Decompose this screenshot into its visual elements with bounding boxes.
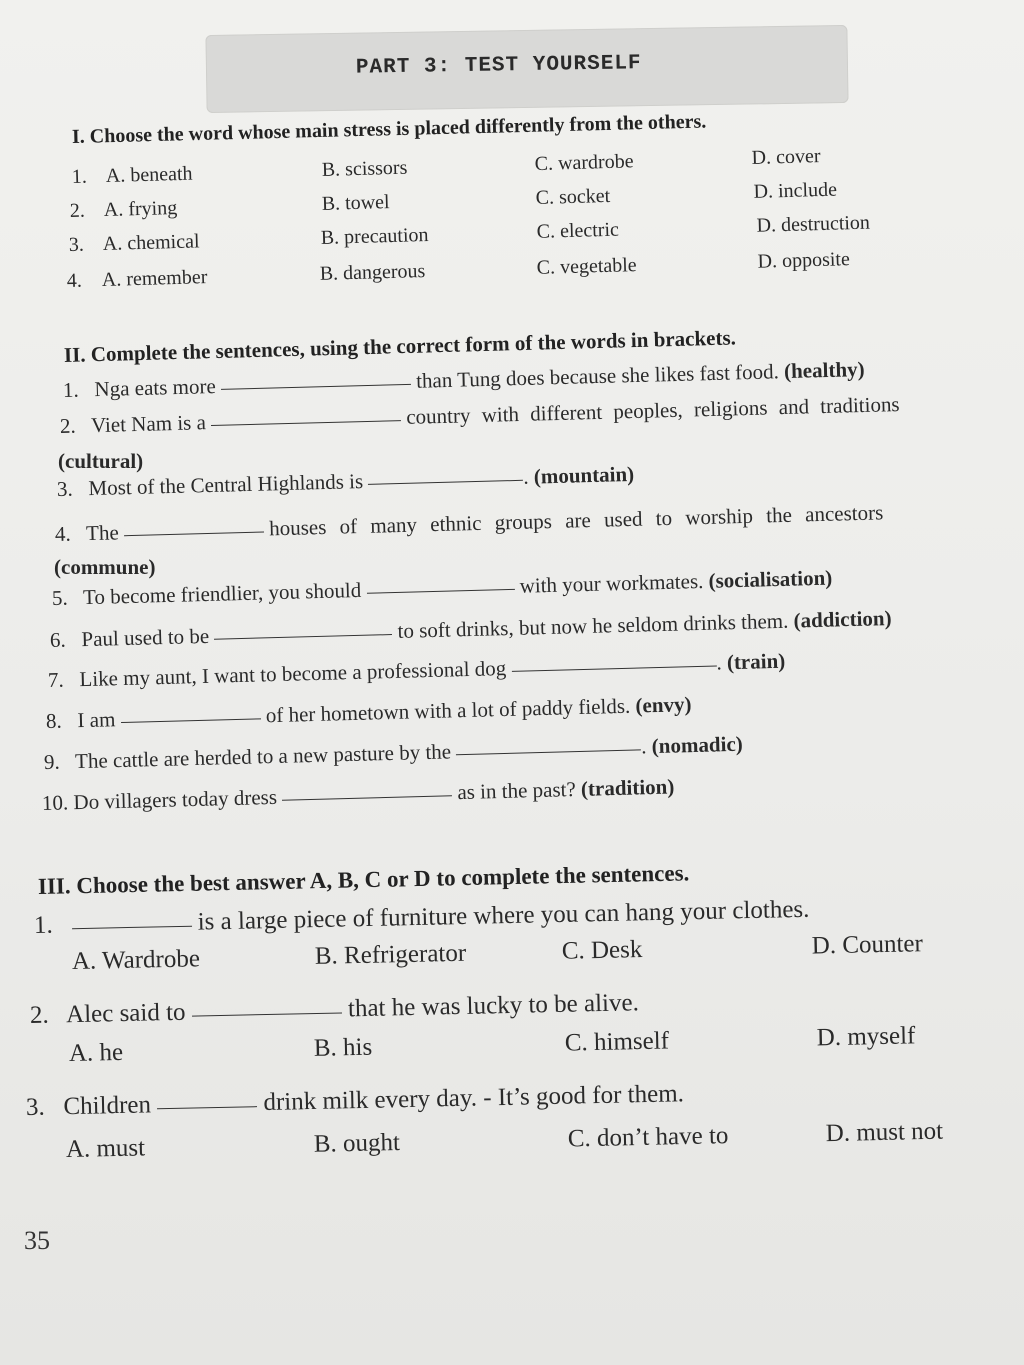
s3-item-2 xyxy=(30,989,639,1030)
sentence-start: Like my aunt, I want to become a professional dog xyxy=(79,656,507,692)
option-a: A. beneath xyxy=(105,162,193,188)
sentence-end: than Tung does because she likes fast food. xyxy=(415,359,780,393)
option-b: B. towel xyxy=(321,191,390,215)
answer-blank[interactable] xyxy=(124,531,264,537)
option-a[interactable]: A. Wardrobe xyxy=(71,945,201,975)
item-number: 3. xyxy=(56,476,74,501)
s3-item-1-options xyxy=(72,929,973,984)
s2-item-5 xyxy=(52,566,833,611)
bracket-word: (addiction) xyxy=(793,605,892,633)
option-d[interactable]: D. myself xyxy=(816,1022,916,1052)
s3-item-1 xyxy=(34,896,810,940)
sentence-end: houses of many ethnic groups are used to worship the ancestors xyxy=(268,500,884,541)
sentence-start: Most of the Central Highlands is xyxy=(88,468,364,501)
sentence-start: To become friendlier, you should xyxy=(82,577,362,610)
sentence-start: Nga eats more xyxy=(94,374,217,402)
item-number: 4. xyxy=(66,269,83,292)
bracket-word: (healthy) xyxy=(783,357,865,384)
answer-blank[interactable] xyxy=(368,479,523,485)
option-c: C. electric xyxy=(536,218,620,243)
sentence-end: that he was lucky to be alive. xyxy=(347,989,640,1023)
option-a: A. frying xyxy=(103,197,178,222)
answer-blank[interactable] xyxy=(456,748,641,755)
option-b: B. scissors xyxy=(321,156,408,182)
option-d[interactable]: D. Counter xyxy=(811,930,924,960)
s2-item-2-bracket: (cultural) xyxy=(58,449,144,473)
sentence-start: Paul used to be xyxy=(81,623,210,652)
sentence-start: Children xyxy=(63,1091,152,1121)
s2-item-4-bracket: (commune) xyxy=(54,555,156,579)
option-c[interactable]: C. himself xyxy=(564,1027,670,1057)
item-number: 1. xyxy=(33,911,54,939)
bracket-word: (envy) xyxy=(635,692,692,718)
sentence-start: The cattle are herded to a new pasture by the xyxy=(74,739,452,774)
item-number: 2. xyxy=(69,199,86,222)
option-a[interactable]: A. he xyxy=(68,1038,124,1067)
bracket-word: (nomadic) xyxy=(651,731,744,759)
option-c: C. vegetable xyxy=(536,254,637,279)
page-number: 35 xyxy=(24,1226,50,1255)
sentence-end: of her hometown with a lot of paddy fields. xyxy=(265,693,631,728)
answer-blank[interactable] xyxy=(192,1011,342,1016)
sentence-end: is a large piece of furniture where you can hang your clothes. xyxy=(197,895,810,936)
sentence-end: drink milk every day. - It’s good for them. xyxy=(263,1080,685,1117)
bracket-word: (train) xyxy=(726,648,786,675)
answer-blank[interactable] xyxy=(157,1105,257,1109)
option-c[interactable]: C. Desk xyxy=(561,936,643,965)
answer-blank[interactable] xyxy=(214,633,392,640)
sentence-end: as in the past? xyxy=(457,777,577,805)
option-d: D. cover xyxy=(751,145,821,170)
sentence-end: to soft drinks, but now he seldom drinks them. xyxy=(397,608,789,643)
answer-blank[interactable] xyxy=(512,664,717,671)
s3-item-3-options xyxy=(66,1117,987,1172)
item-number: 1. xyxy=(71,165,88,188)
s2-item-7 xyxy=(48,649,786,693)
option-c: C. wardrobe xyxy=(534,150,634,176)
sentence-end: with your workmates. xyxy=(519,568,704,598)
sentence-end: country with different peoples, religions and traditions xyxy=(405,392,900,429)
option-c[interactable]: C. don’t have to xyxy=(567,1122,729,1153)
item-number: 2. xyxy=(29,1001,50,1029)
option-d: D. include xyxy=(753,178,838,203)
item-number: 9. xyxy=(43,749,61,774)
item-number: 5. xyxy=(51,585,69,610)
item-number: 1. xyxy=(62,377,80,402)
option-a[interactable]: A. must xyxy=(65,1134,146,1163)
option-a: A. chemical xyxy=(102,230,200,256)
option-b[interactable]: B. ought xyxy=(313,1129,401,1158)
sentence-start: Alec said to xyxy=(65,998,186,1029)
answer-blank[interactable] xyxy=(367,588,515,594)
item-number: 10. xyxy=(41,790,69,815)
item-number: 8. xyxy=(45,708,63,733)
answer-blank[interactable] xyxy=(221,383,411,390)
sentence-end: . xyxy=(716,650,722,675)
s2-item-4 xyxy=(55,500,884,547)
option-c: C. socket xyxy=(535,184,611,209)
option-d: D. destruction xyxy=(756,211,871,237)
sentence-start: The xyxy=(85,520,120,546)
item-number: 3. xyxy=(25,1093,46,1121)
answer-blank[interactable] xyxy=(282,794,452,800)
s3-item-3 xyxy=(26,1080,684,1122)
section1-heading: I. Choose the word whose main stress is placed differently from the others. xyxy=(71,110,707,148)
section3-heading: III. Choose the best answer A, B, C or D to complete the sentences. xyxy=(37,860,690,899)
s2-item-8 xyxy=(46,692,692,734)
option-d: D. opposite xyxy=(757,248,851,273)
s3-item-2-options xyxy=(69,1021,970,1076)
option-d[interactable]: D. must not xyxy=(825,1117,944,1148)
s2-item-6 xyxy=(50,606,892,653)
page-title: PART 3: TEST YOURSELF xyxy=(355,52,642,80)
item-number: 4. xyxy=(54,521,72,546)
item-number: 3. xyxy=(68,233,85,256)
title-banner xyxy=(205,25,848,113)
sentence-end: . xyxy=(522,464,529,489)
option-b[interactable]: B. Refrigerator xyxy=(314,939,467,970)
s2-item-10 xyxy=(42,774,675,816)
answer-blank[interactable] xyxy=(72,925,192,930)
option-b: B. precaution xyxy=(320,223,429,249)
item-number: 2. xyxy=(59,413,77,438)
bracket-word: (socialisation) xyxy=(708,565,833,593)
section2-heading: II. Complete the sentences, using the correct form of the words in brackets. xyxy=(63,325,737,367)
option-b[interactable]: B. his xyxy=(313,1033,373,1062)
item-number: 7. xyxy=(47,667,65,692)
bracket-word: (tradition) xyxy=(580,774,675,801)
answer-blank[interactable] xyxy=(121,717,261,723)
item-number: 6. xyxy=(49,627,67,652)
option-b: B. dangerous xyxy=(319,259,426,285)
sentence-start: Do villagers today dress xyxy=(73,784,278,815)
option-a: A. remember xyxy=(101,266,208,292)
sentence-end: . xyxy=(640,734,647,759)
s2-item-3 xyxy=(57,462,635,502)
sentence-start: Viet Nam is a xyxy=(90,410,207,438)
s2-item-9 xyxy=(44,732,743,775)
sentence-start: I am xyxy=(77,707,116,733)
answer-blank[interactable] xyxy=(211,419,401,426)
bracket-word: (mountain) xyxy=(533,461,635,489)
